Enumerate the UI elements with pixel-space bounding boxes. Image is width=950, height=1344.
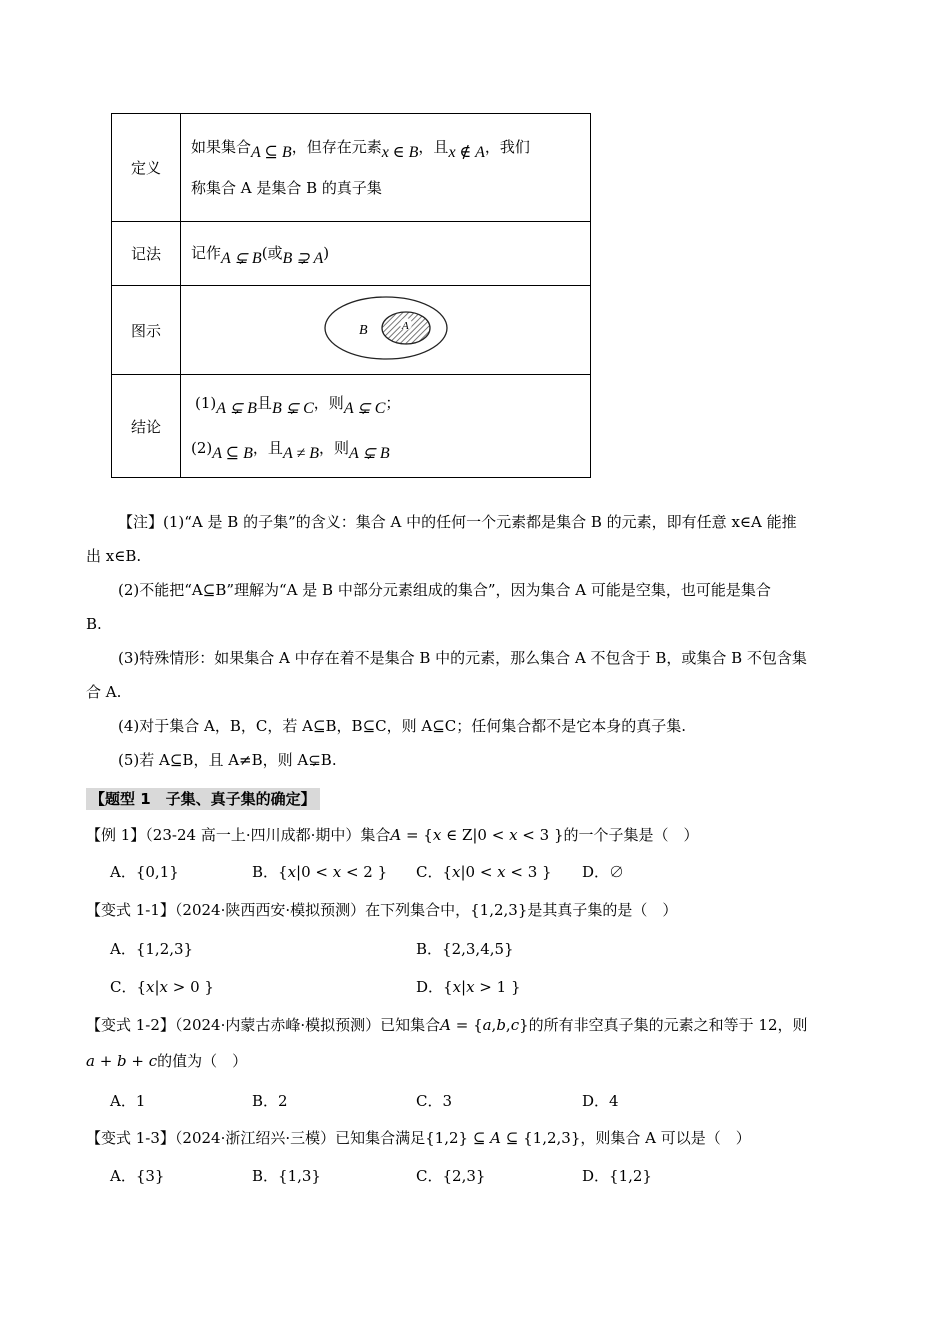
formula: A ⊆ B [212, 445, 253, 462]
formula: A ⊊ B [349, 445, 390, 462]
formula: A ⊊ B [216, 400, 257, 417]
text: ； [385, 394, 401, 412]
variant-1-2-option-d: D．4 [582, 1092, 619, 1110]
variant-1-3-option-d: D．{1,2} [582, 1167, 652, 1185]
formula: A ⊊ C [343, 400, 386, 417]
proper-subset-table [111, 113, 591, 478]
content-notation [181, 222, 591, 286]
formula: B ⊋ A [282, 250, 324, 267]
label-conclusion: 结论 [112, 375, 181, 478]
variant-1-1-option-a: A．{1,2,3} [110, 940, 194, 958]
note-2-cont: B. [86, 615, 102, 633]
variant-1-2-option-b: B．2 [252, 1092, 288, 1110]
variant-1-2-option-a: A．1 [110, 1092, 146, 1110]
example-1-option-a: A．{0,1} [110, 863, 179, 881]
text: (2) [191, 439, 213, 457]
formula: A ⊊ B [221, 250, 262, 267]
content-conclusion [181, 375, 591, 478]
note-1: 【注】(1)“A 是 B 的子集”的含义：集合 A 中的任何一个元素都是集合 B 的元素，即有任意 x∈A 能推 [118, 513, 797, 531]
variant-1-1-option-b: B．{2,3,4,5} [416, 940, 514, 958]
notes [86, 505, 866, 777]
label-diagram: 图示 [112, 286, 181, 375]
variant-1-1-option-c: C．{𝑥|𝑥 > 0 } [110, 978, 214, 996]
variant-1-2-stem: 【变式 1-2】（2024·内蒙古赤峰·模拟预测）已知集合𝐴 = {𝑎,𝑏,𝑐}的所有非空真子集的元素之和等于 12，则 [86, 1016, 808, 1034]
formula: B ⊊ C [271, 400, 314, 417]
label-set-a: A [401, 320, 409, 332]
formula: x ∉ A [448, 144, 485, 161]
content-diagram [181, 286, 591, 375]
text: 如果集合 [191, 138, 252, 156]
variant-1-3-option-a: A．{3} [110, 1167, 165, 1185]
text: ，则 [313, 394, 344, 412]
label-definition: 定义 [112, 114, 181, 222]
formula: A ≠ B [282, 445, 319, 462]
text: (或 [261, 244, 283, 262]
note-3-cont: 合 A. [86, 683, 122, 701]
note-4: (4)对于集合 A，B，C，若 A⊆B，B⊆C，则 A⊆C；任何集合都不是它本身的真子集. [118, 717, 687, 735]
note-2: (2)不能把“A⊆B”理解为“A 是 B 中部分元素组成的集合”，因为集合 A 可能是空集，也可能是集合 [118, 581, 771, 599]
variant-1-3-option-c: C．{2,3} [416, 1167, 486, 1185]
venn-diagram [321, 292, 451, 364]
variant-1-3-option-b: B．{1,3} [252, 1167, 321, 1185]
example-1-stem: 【例 1】（23-24 高一上·四川成都·期中）集合𝐴 = {𝑥 ∈ Z|0 < 𝑥 < 3 }的一个子集是（ ） [86, 826, 699, 844]
row-definition [112, 114, 591, 222]
text: (1) [195, 394, 217, 412]
text: ) [323, 244, 330, 262]
example-1-option-b: B．{𝑥|0 < 𝑥 < 2 } [252, 863, 388, 881]
formula: x ∈ B [381, 144, 419, 161]
row-notation [112, 222, 591, 286]
text: ，且 [252, 439, 283, 457]
note-3: (3)特殊情形：如果集合 A 中存在着不是集合 B 中的元素，那么集合 A 不包含于 B，或集合 B 不包含集 [118, 649, 807, 667]
variant-1-2-stem-cont: 𝑎 + 𝑏 + 𝑐的值为（ ） [86, 1052, 248, 1070]
example-1-option-d: D．∅ [582, 863, 625, 881]
section-heading-type1: 【题型 1 子集、真子集的确定】 [86, 788, 320, 810]
text: 记作 [191, 244, 222, 262]
formula: A ⊆ B [251, 144, 292, 161]
note-1-cont: 出 x∈B. [86, 547, 142, 565]
text: ，但存在元素 [291, 138, 382, 156]
label-notation: 记法 [112, 222, 181, 286]
example-1-option-c: C．{𝑥|0 < 𝑥 < 3 } [416, 863, 552, 881]
text: ，则 [318, 439, 349, 457]
text: ，我们 [484, 138, 530, 156]
row-diagram [112, 286, 591, 375]
definition-line2: 称集合 A 是集合 B 的真子集 [191, 179, 382, 197]
note-5: (5)若 A⊆B，且 A≠B，则 A⊊B. [118, 751, 337, 769]
variant-1-1-option-d: D．{𝑥|𝑥 > 1 } [416, 978, 521, 996]
row-conclusion [112, 375, 591, 478]
text: 且 [256, 394, 272, 412]
variant-1-2-option-c: C．3 [416, 1092, 453, 1110]
text: ，且 [418, 138, 449, 156]
label-set-b: B [358, 323, 368, 338]
variant-1-3-stem: 【变式 1-3】（2024·浙江绍兴·三模）已知集合满足{1,2} ⊆ 𝐴 ⊆ {1,2,3}，则集合 A 可以是（ ） [86, 1129, 751, 1147]
variant-1-1-stem: 【变式 1-1】（2024·陕西西安·模拟预测）在下列集合中，{1,2,3}是其真子集的是（ ） [86, 901, 678, 919]
content-definition [181, 114, 591, 222]
